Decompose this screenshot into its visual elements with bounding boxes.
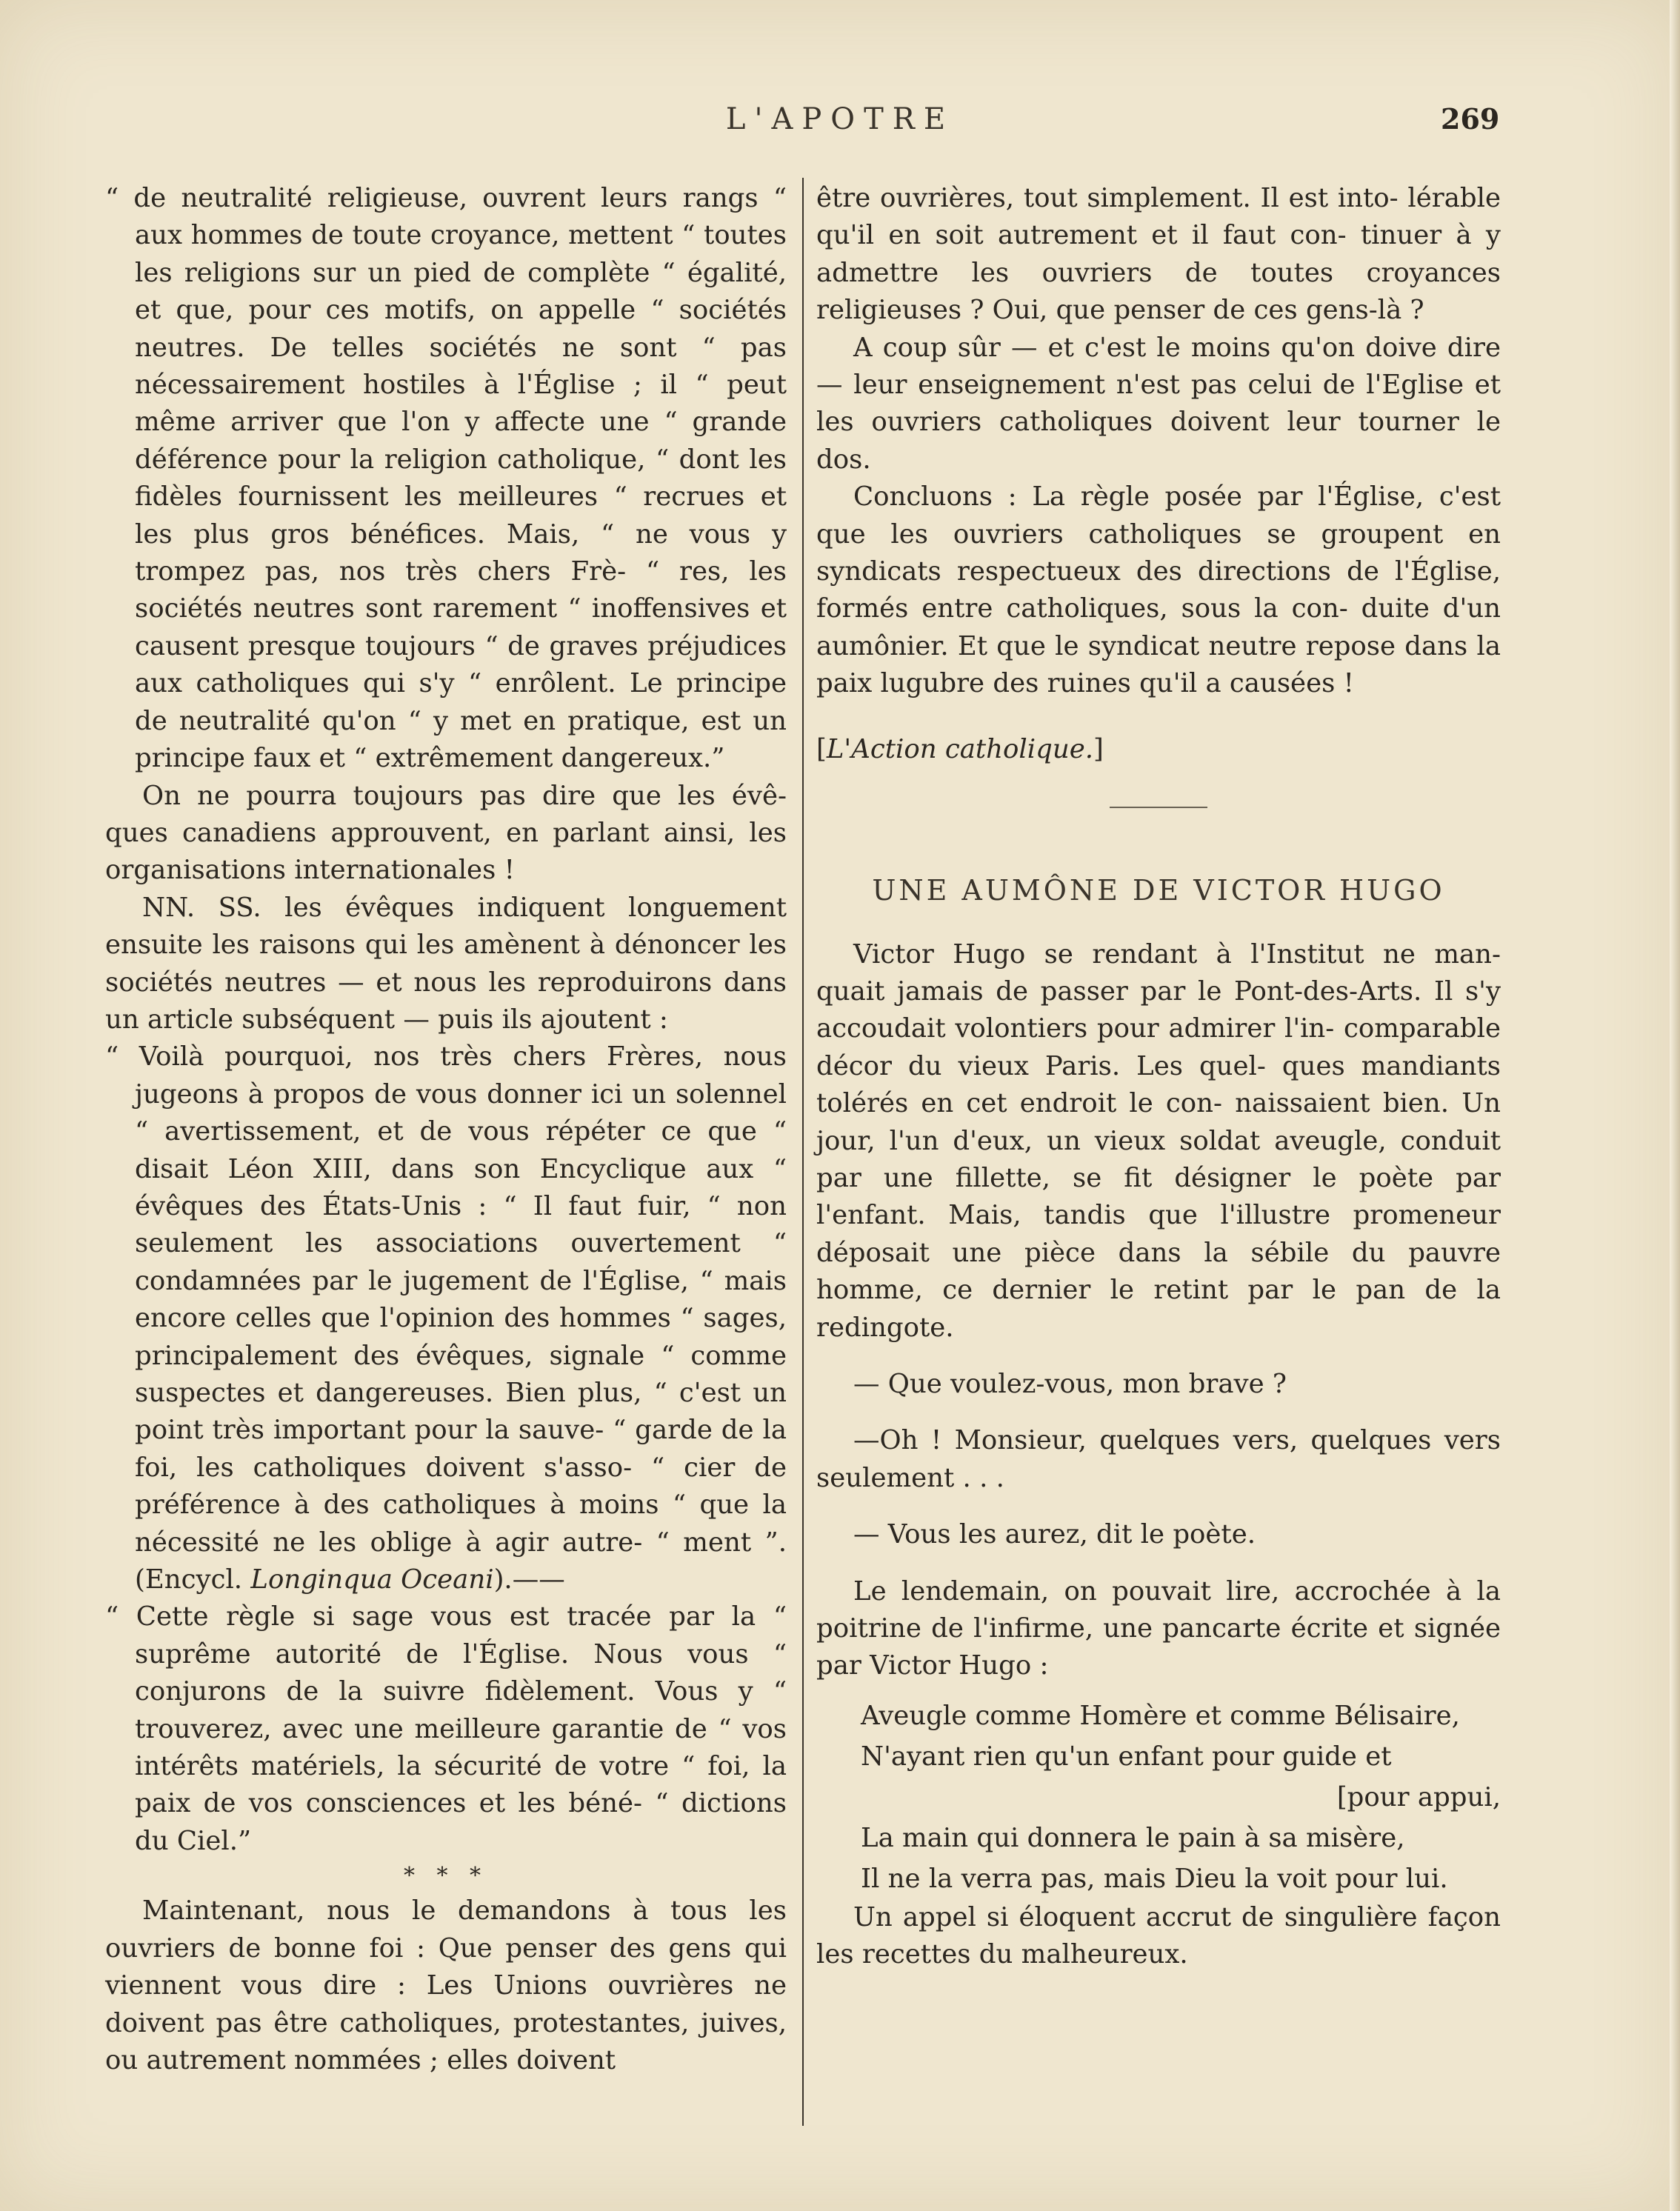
quote-text-tail: ).—— [493,1564,565,1595]
poem [816,1695,1501,1899]
quote-text: “ Voilà pourquoi, nos très chers Frères, nous jugeons à propos de vous donner ici un solennel “ avertissement, et de vous répéter ce que “ disait Léon XIII, dans son Encyclique aux “ évêques des États-Unis : “ Il faut fuir, “ non seulement les associations ouvertement “ condamnées par le jugement de l'Église, “ mais encore celles que l'opinion des hommes “ sages, principalement des évêques, signale “ comme suspectes et dangereuses. Bien plus, “ c'est un point très important pour la sauve- “ garde de la foi, les catholiques doivent s'asso- “ cier de préférence à des catholiques à moins “ que la nécessité ne les oblige à agir autre- “ ment ”. (Encycl. [105,1041,787,1595]
poem-line: Il ne la verra pas, mais Dieu la voit pour lui. [861,1863,1448,1894]
page-number: 269 [1441,102,1500,136]
paragraph: Maintenant, nous le demandons à tous les ouvriers de bonne foi : Que penser des gens qui viennent vous dire : Les Unions ouvrières ne doivent pas être catholiques, protestantes, juives, ou autrement nommées ; elles doivent [105,1895,787,2075]
dialogue-line: —Oh ! Monsieur, quelques vers, quelques vers seulement . . . [816,1425,1501,1493]
poem-line: La main qui donnera le pain à sa misère, [861,1822,1405,1853]
article-title: UNE AUMÔNE DE VICTOR HUGO [872,874,1445,907]
quote-paragraph: “ de neutralité religieuse, ouvrent leurs rangs “ aux hommes de toute croyance, mettent “ toutes les religions sur un pied de complète “ égalité, et que, pour ces motifs, on appelle “ sociétés neutres. De telles sociétés ne sont “ pas nécessairement hostiles à l'Église ; il “ peut même arriver que l'on y affecte une “ grande déférence pour la religion catholique, “ dont les fidèles fournissent les meilleures “ recrues et les plus gros bénéfices. Mais, “ ne vous y trompez pas, nos très chers Frè- “ res, les sociétés neutres sont rarement “ inoffensives et causent presque toujours “ de graves préjudices aux catholiques qui s'y “ enrôlent. Le principe de neutralité qu'on “ y met en pratique, est un principe faux et “ extrêmement dangereux.” [105,183,787,774]
dialogue-line: — Que voulez-vous, mon brave ? [853,1368,1287,1399]
poem-line: N'ayant rien qu'un enfant pour guide et [861,1741,1392,1772]
dialogue-line: — Vous les aurez, dit le poète. [853,1519,1256,1550]
paragraph: NN. SS. les évêques indiquent longuement ensuite les raisons qui les amènent à dénoncer les sociétés neutres — et nous les reproduirons dans un article subséquent — puis ils ajoutent : [105,892,787,1035]
source-citation: [L'Action catholique.] [816,733,1104,764]
paragraph: être ouvrières, tout simplement. Il est into- lérable qu'il en soit autrement et il faut con- tinuer à y admettre les ouvriers de toutes croyances religieuses ? Oui, que penser de ces gens-là ? [816,183,1501,326]
encyclical-title: Longinqua Oceani [250,1564,494,1595]
paragraph: Le lendemain, on pouvait lire, accrochée à la poitrine de l'infirme, une pancarte écrite et signée par Victor Hugo : [816,1575,1501,1681]
column-rule [802,178,804,2126]
quote-paragraph [105,1038,787,1598]
separator-line [1110,807,1207,808]
right-column [816,180,1501,1974]
section-break-asterisks: * * * [403,1863,489,1890]
poem-line: Aveugle comme Homère et comme Bélisaire, [861,1700,1460,1731]
poem-line: [pour appui, [1336,1781,1501,1813]
running-title: L'APOTRE [725,102,955,136]
source-name: L'Action catholique. [826,733,1093,764]
paragraph: Un appel si éloquent accrut de singulière façon les recettes du malheureux. [816,1901,1501,1970]
paragraph: Concluons : La règle posée par l'Église, c'est que les ouvriers catholiques se groupent en syndicats respectueux des directions de l'Église, formés entre catholiques, sous la con- duite d'un aumônier. Et que le syndicat neutre repose dans la paix lugubre des ruines qu'il a causées ! [816,481,1501,699]
left-column [105,180,787,2079]
page-edge [1670,0,1680,2211]
paragraph: Victor Hugo se rendant à l'Institut ne man- quait jamais de passer par le Pont-des-Arts. Il s'y accoudait volontiers pour admirer l'in- comparable décor du vieux Paris. Les quel- ques mandiants tolérés en cet endroit le con- naissaient bien. Un jour, l'un d'eux, un vieux soldat aveugle, conduit par une fillette, se fit désigner le poète par l'enfant. Mais, tandis que l'illustre promeneur déposait une pièce dans la sébile du pauvre homme, ce dernier le retint par le pan de la redingote. [816,938,1501,1343]
paragraph: A coup sûr — et c'est le moins qu'on doive dire — leur enseignement n'est pas celui de l'Eglise et les ouvriers catholiques doivent leur tourner le dos. [816,332,1501,475]
quote-paragraph: “ Cette règle si sage vous est tracée par la “ suprême autorité de l'Église. Nous vous “ conjurons de la suivre fidèlement. Vous y “ trouverez, avec une meilleure garantie de “ vos intérêts matériels, la sécurité de votre “ foi, la paix de vos consciences et les béné- “ dictions du Ciel.” [105,1601,787,1856]
paragraph: On ne pourra toujours pas dire que les évê- ques canadiens approuvent, en parlant ainsi, les organisations internationales ! [105,780,787,886]
